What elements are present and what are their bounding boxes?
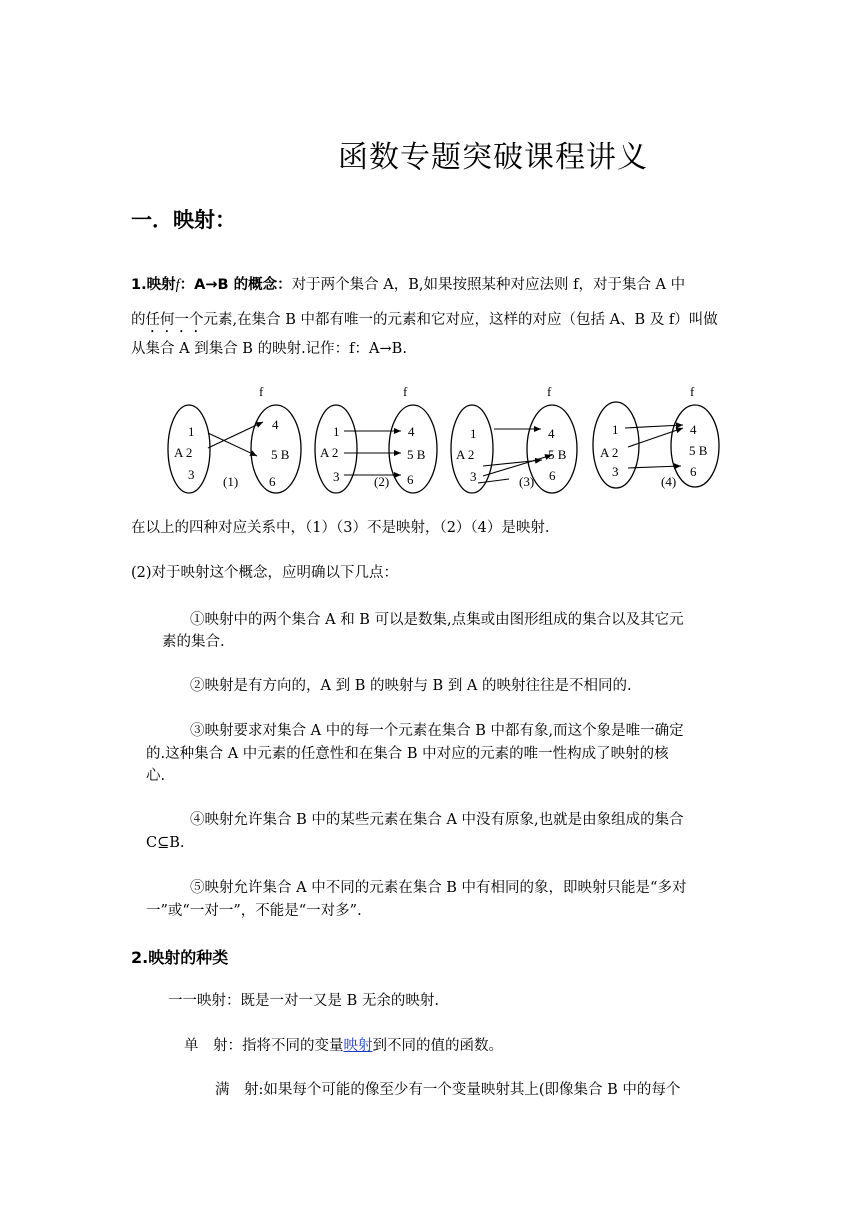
concept-line-3: 从集合 A 到集合 B 的映射.记作：f：A→B.	[131, 341, 407, 357]
set-b-element: 4	[272, 417, 279, 432]
concept-label-prefix: 1.映射	[131, 277, 176, 293]
diagram-1-f-label: f	[259, 384, 264, 399]
diagram-1	[168, 384, 301, 493]
injection-text-end: 到不同的值的函数。	[372, 1038, 503, 1054]
point-4-line-2: C⊆B.	[146, 835, 185, 851]
kind-injection	[184, 1037, 503, 1055]
mapping-arrow	[478, 479, 509, 483]
point-2-line-1: ②映射是有方向的，A 到 B 的映射与 B 到 A 的映射往往是不相同的.	[190, 678, 632, 694]
set-a-element: A 2	[456, 447, 475, 462]
set-a-element: 3	[470, 469, 477, 484]
diagram-caption: (2)	[374, 474, 390, 489]
kind-bijection: 一一映射：既是一对一又是 B 无余的映射.	[168, 993, 439, 1009]
set-a-element: A 2	[600, 445, 619, 460]
concept-line-1	[131, 276, 685, 294]
set-a-element: A 2	[320, 445, 339, 460]
set-b-element: 6	[269, 474, 276, 489]
mapping-arrow	[208, 422, 263, 448]
set-b-element: 5 B	[407, 447, 426, 462]
diagram-4	[593, 384, 719, 489]
mapping-conclusion: 在以上的四种对应关系中，（1）（3）不是映射，（2）（4）是映射.	[131, 520, 550, 536]
point-1-line-2: 素的集合.	[162, 634, 225, 650]
concept-line-2	[131, 311, 718, 336]
point-5-line-2: 一”或“一对一”，不能是“一对多”.	[146, 903, 362, 919]
set-b-element: 6	[407, 472, 414, 487]
concept-label-f: f	[175, 277, 180, 293]
set-a-element: 1	[470, 426, 477, 441]
point-5-line-1: ⑤映射允许集合 A 中不同的元素在集合 B 中有相同的象，即映射只能是“多对	[190, 880, 687, 896]
mapping-arrow	[628, 428, 683, 447]
mapping-link[interactable]: 映射	[343, 1038, 373, 1054]
injection-text: 单 射：指将不同的变量	[184, 1038, 344, 1054]
diagram-caption: (3)	[519, 474, 535, 489]
set-a-element: 3	[612, 464, 619, 479]
concept-line1-text: 对于两个集合 A，B,如果按照某种对应法则 f，对于集合 A 中	[291, 277, 686, 293]
point-3-line-3: 心.	[146, 768, 166, 784]
diagram-4-f-label: f	[690, 384, 695, 399]
set-a-element: 1	[333, 424, 340, 439]
set-b-element: 5 B	[271, 447, 290, 462]
diagram-2	[315, 384, 437, 493]
diagram-caption: (1)	[223, 474, 239, 489]
set-b-element: 5 B	[689, 443, 708, 458]
page-title: 函数专题突破课程讲义	[338, 140, 648, 175]
concept-line2-post: 元素,在集合 B 中都有唯一的元素和它对应，这样的对应（包括 A、B 及 f）叫做	[203, 312, 718, 328]
set-a-element: 3	[188, 467, 195, 482]
point-1-line-1: ①映射中的两个集合 A 和 B 可以是数集,点集或由图形组成的集合以及其它元	[190, 612, 684, 628]
diagram-caption: (4)	[661, 474, 677, 489]
diagram-3	[451, 384, 577, 493]
set-b-element: 4	[408, 424, 415, 439]
emphasized-any-one: 任何一个	[145, 312, 204, 328]
set-b-element: 6	[549, 468, 556, 483]
kind-surjection: 满 射:如果每个可能的像至少有一个变量映射其上(即像集合 B 中的每个	[215, 1082, 681, 1098]
section-heading-mapping-kinds: 2.映射的种类	[131, 948, 229, 967]
set-b-element: 6	[690, 464, 697, 479]
set-b-element: 4	[690, 422, 697, 437]
concept-label-mid: ：A→B 的概念：	[179, 277, 292, 293]
point-4-line-1: ④映射允许集合 B 中的某些元素在集合 A 中没有原象,也就是由象组成的集合	[190, 812, 684, 828]
diagram-3-f-label: f	[547, 384, 552, 399]
set-b-element: 5 B	[548, 447, 567, 462]
section-heading-mapping: 一．映射：	[131, 208, 236, 232]
set-b-element: 4	[548, 426, 555, 441]
set-a-element: 1	[612, 422, 619, 437]
mapping-diagrams	[160, 378, 730, 498]
points-intro: (2)对于映射这个概念，应明确以下几点：	[131, 565, 399, 581]
concept-line2-pre: 的	[131, 312, 146, 328]
point-3-line-1: ③映射要求对集合 A 中的每一个元素在集合 B 中都有象,而这个象是唯一确定	[190, 723, 684, 739]
set-a-element: 1	[188, 424, 195, 439]
set-a-element: A 2	[174, 445, 193, 460]
set-a-element: 3	[333, 469, 340, 484]
point-3-line-2: 的.这种集合 A 中元素的任意性和在集合 B 中对应的元素的唯一性构成了映射的核	[146, 746, 669, 762]
diagram-2-f-label: f	[403, 384, 408, 399]
